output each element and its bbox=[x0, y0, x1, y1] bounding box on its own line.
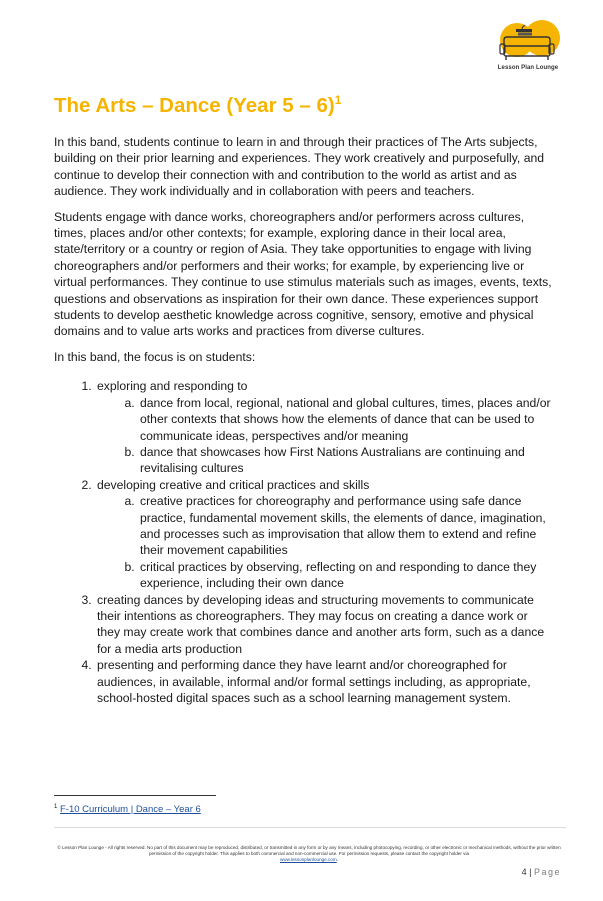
page-title bbox=[54, 94, 341, 118]
focus-list-item bbox=[95, 378, 554, 476]
footnote-divider bbox=[54, 795, 216, 796]
engagement-paragraph: Students engage with dance works, choreographers and/or performers across cultures, times, places and/or other contexts; for example, exploring dance in their local area, state/territory or a country or region of Asia. They take opportunities to engage with living choreographers and/or performers and their works; for example, by experiencing live or virtual performances. They continue to use stimulus materials such as images, events, texts, questions and observations as inspiration for their own dance. These experiences support students to develop aesthetic knowledge across cognitive, sensory, emotive and physical domains and to value arts works and practices from diverse cultures. bbox=[54, 209, 552, 339]
brand-logo bbox=[492, 20, 564, 71]
focus-lead-in: In this band, the focus is on students: bbox=[54, 349, 256, 364]
copyright-text: © Lesson Plan Lounge - All rights reserved. No part of this document may be reproduced, distributed, or transmitted in any form or by any means, including photocopying, recording, or other electronic or mechanical methods, without the prior written permission of the copyright holder. This applies to both commercial and non-commercial use. For permission requests, please contact the copyright holder via bbox=[57, 845, 561, 856]
focus-item-text: exploring and responding to bbox=[97, 379, 248, 394]
curriculum-link[interactable]: F-10 Curriculum | Dance – Year 6 bbox=[59, 804, 201, 816]
lounge-sofa-logo-icon bbox=[492, 20, 564, 64]
intro-paragraph: In this band, students continue to learn in and through their practices of The Arts subjects, building on their prior learning and experiences. They work creatively and purposefully, and continue to develop their connection with and contribution to the world as artist and as audience. They work individually and in collaboration with peers and teachers. bbox=[54, 135, 545, 199]
focus-sub-item: a. dance from local, regional, national and global cultures, times, places and/or other contexts that shows how the elements of dance that can be used to communicate ideas, perspectives and/or meaning bbox=[138, 395, 554, 444]
focus-list bbox=[54, 378, 554, 706]
page-title-text: The Arts – Dance (Year 5 – 6) bbox=[54, 94, 335, 117]
focus-list-item bbox=[95, 592, 554, 658]
focus-item-text: creating dances by developing ideas and structuring movements to communicate their intentions as choreographers. They may focus on creating a dance work or they may create work that combines dance and another arts form, such as a dance for a media arts production bbox=[97, 592, 545, 656]
page-separator: | bbox=[529, 867, 532, 877]
copyright-notice: © Lesson Plan Lounge - All rights reserved. No part of this document may be reproduced, distributed, or transmitted in any form or by any means, including photocopying, recording, or other electronic or mechanical methods, without the prior written permission of the copyright holder. This applies to both commercial and non-commercial use. For permission requests, please contact the copyright holder via www.lessonplanlounge.com. bbox=[57, 845, 561, 862]
focus-sub-item: b. dance that showcases how First Nations Australians are continuing and revitalising cultures bbox=[138, 444, 554, 477]
focus-sub-list bbox=[97, 493, 554, 591]
focus-item-text: developing creative and critical practices and skills bbox=[97, 477, 370, 492]
logo-wordmark: Lesson Plan Lounge bbox=[497, 65, 559, 71]
focus-list-item bbox=[95, 657, 554, 706]
footer-divider bbox=[54, 827, 566, 828]
document-body bbox=[54, 134, 554, 706]
focus-sub-list bbox=[97, 395, 554, 477]
page-word: Page bbox=[533, 867, 561, 877]
footnote bbox=[54, 804, 201, 815]
focus-sub-item: a. creative practices for choreography and performance using safe dance practice, fundamental movement skills, the elements of dance, imagination, and processes such as improvisation that allow them to extend and refine their movement capabilities bbox=[138, 493, 554, 559]
footnote-marker: 1 bbox=[54, 804, 58, 810]
page-number bbox=[522, 867, 561, 877]
website-link[interactable]: www.lessonplanlounge.com bbox=[280, 857, 337, 862]
title-footnote-marker[interactable]: 1 bbox=[334, 93, 342, 108]
focus-item-text: presenting and performing dance they have learnt and/or choreographed for audiences, in available, informal and/or formal settings including, as appropriate, school-hosted digital spaces such as a school learning management system. bbox=[97, 658, 531, 705]
focus-list-item bbox=[95, 477, 554, 592]
page-number-value: 4 bbox=[521, 867, 527, 877]
focus-sub-item: b. critical practices by observing, reflecting on and responding to dance they experience, including their own dance bbox=[138, 559, 554, 592]
